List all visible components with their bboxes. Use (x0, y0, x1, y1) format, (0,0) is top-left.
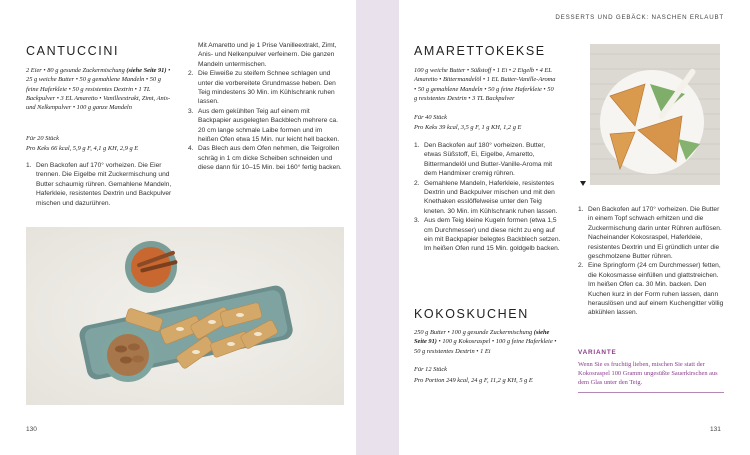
variant-text: Wenn Sie es fruchtig lieben, mischen Sie statt der Kokosraspel 100 Gramm ungesüßte Sauerkirschen aus dem Glas unter den Teig. (578, 361, 718, 387)
step-item: 3. Aus dem gekühlten Teig auf einem mit Backpapier ausgelegten Backblech mehrere ca. 20 cm lange schmale Laibe formen und im heißen Ofen etwa 15 Min. nur leicht hell backen. (188, 107, 340, 144)
step-item: 1. Den Backofen auf 170° vorheizen. Die Butter in einem Topf schwach erhitzen und die Zuckermischung darin unter Rühren auflösen. Nacheinander Kokosraspel, Haferkleie, resistentes Dextrin und Ei gründlich unter die geschmolzene Butter rühren. (578, 206, 722, 261)
cantuccini-steps-col1 (26, 161, 184, 208)
amaretto-yield: Für 40 Stück (414, 114, 448, 121)
cantuccini-illustration (26, 227, 344, 405)
step-item: 1. Den Backofen auf 180° vorheizen. Butter, etwas Süßstoff, Ei, Eigelbe, Amaretto, Bittermandelöl und Butter-Vanille-Aroma mit dem Handmixer cremig rühren. (414, 142, 553, 178)
step-item: Mit Amaretto und je 1 Prise Vanilleextrakt, Zimt, Anis- und Nelkenpulver verfeinern. Die ganzen Mandeln untermischen. (198, 42, 337, 68)
kokos-title: KOKOSKUCHEN (414, 307, 529, 321)
photo-marker-icon (580, 181, 586, 186)
amaretto-nutrition: Pro Keks 39 kcal, 3,5 g F, 1 g KH, 1,2 g E (414, 124, 522, 131)
step-item: 1. Den Backofen auf 170° vorheizen. Die Eier trennen. Die Eigelbe mit Zuckermischung und Butter schaumig rühren. Gemahlene Mandeln, Haferkleie, resistentes Dextrin und Backpulver mischen und dazurühren. (26, 162, 172, 207)
step-item: 4. Das Blech aus dem Ofen nehmen, die Teigrollen schräg in 1 cm dicke Scheiben schneiden und diese dann für 10–15 Min. bei 160° fertig backen. (188, 145, 342, 172)
cantuccini-nutrition: Pro Keks 66 kcal, 5,9 g F, 4,1 g KH, 2,9 g E (26, 145, 139, 152)
step-item: 3. Aus dem Teig kleine Kugeln formen (etwa 1,5 cm Durchmesser) und diese nicht zu eng auf ein mit Backpapier belegtes Backblech setzen. Im heißen Ofen rund 15 Min. goldgelb backen. (414, 217, 561, 253)
cantuccini-yield: Für 20 Stück (26, 135, 60, 142)
amaretto-ingredients: 100 g weiche Butter • Süßstoff • 1 Ei • 2 Eigelb • 4 EL Amaretto • Bittermandelöl • 1 EL Butter-Vanille-Aroma • 50 g gemahlene Mandeln • 50 g feine Haferkleie • 50 g resistentes Dextrin • 3 TL Backpulver (414, 67, 556, 102)
step-item: 2. Die Eiweiße zu steifem Schnee schlagen und unter die vorbereitete Grundmasse heben. Den Teig mindestens 30 Min. im Kühlschrank ruhen lassen. (188, 70, 336, 106)
amaretto-title: AMARETTOKEKSE (414, 44, 546, 58)
right-page (399, 0, 750, 455)
step-item: 2. Gemahlene Mandeln, Haferkleie, resistentes Dextrin und Backpulver mischen und mit den Knethaken esslöffelweise unter den Teig kneten. 30 Min. im Kühlschrank ruhen lassen. (414, 179, 558, 215)
kokoskuchen-illustration (590, 44, 720, 185)
page-number-right: 131 (710, 426, 721, 433)
kokos-nutrition: Pro Portion 249 kcal, 24 g F, 11,2 g KH, 5 g E (414, 377, 533, 384)
left-page (0, 0, 356, 455)
cantuccini-ingredients: 2 Eier • 80 g gesunde Zuckermischung (siehe Seite 91) • 25 g weiche Butter • 50 g gemahlene Mandeln • 50 g feine Haferkleie • 50 g resistentes Dextrin • 1 TL Backpulver • 3 EL Amaretto • Vanilleextrakt, Zimt, Anis- und Nelkenpulver • 100 g ganze Mandeln (26, 67, 171, 112)
kokos-yield: Für 12 Stück (414, 366, 448, 373)
running-header: DESSERTS UND GEBÄCK: NASCHEN ERLAUBT (555, 14, 724, 21)
cantuccini-photo (26, 227, 344, 405)
kokoskuchen-photo (590, 44, 720, 185)
cantuccini-title: CANTUCCINI (26, 44, 120, 58)
variant-divider (578, 392, 724, 393)
cantuccini-steps-col2 (188, 41, 344, 173)
page-number-left: 130 (26, 426, 37, 433)
kokos-steps (578, 205, 726, 318)
amaretto-steps (414, 141, 562, 254)
kokos-ingredients: 250 g Butter • 100 g gesunde Zuckermischung (siehe Seite 91) • 100 g Kokosraspel • 100 g feine Haferkleie • 50 g resistentes Dextrin • 1 Ei (414, 329, 557, 355)
step-item: 2. Eine Springform (24 cm Durchmesser) fetten, die Kokosmasse einfüllen und glattstreichen. Im heißen Ofen ca. 30 Min. backen. Den Kuchen kurz in der Form ruhen lassen, dann herauslösen und auf einem Kuchengitter völlig abkühlen lassen. (578, 262, 724, 317)
variant-title: VARIANTE (578, 349, 617, 356)
page-gutter (356, 0, 399, 455)
